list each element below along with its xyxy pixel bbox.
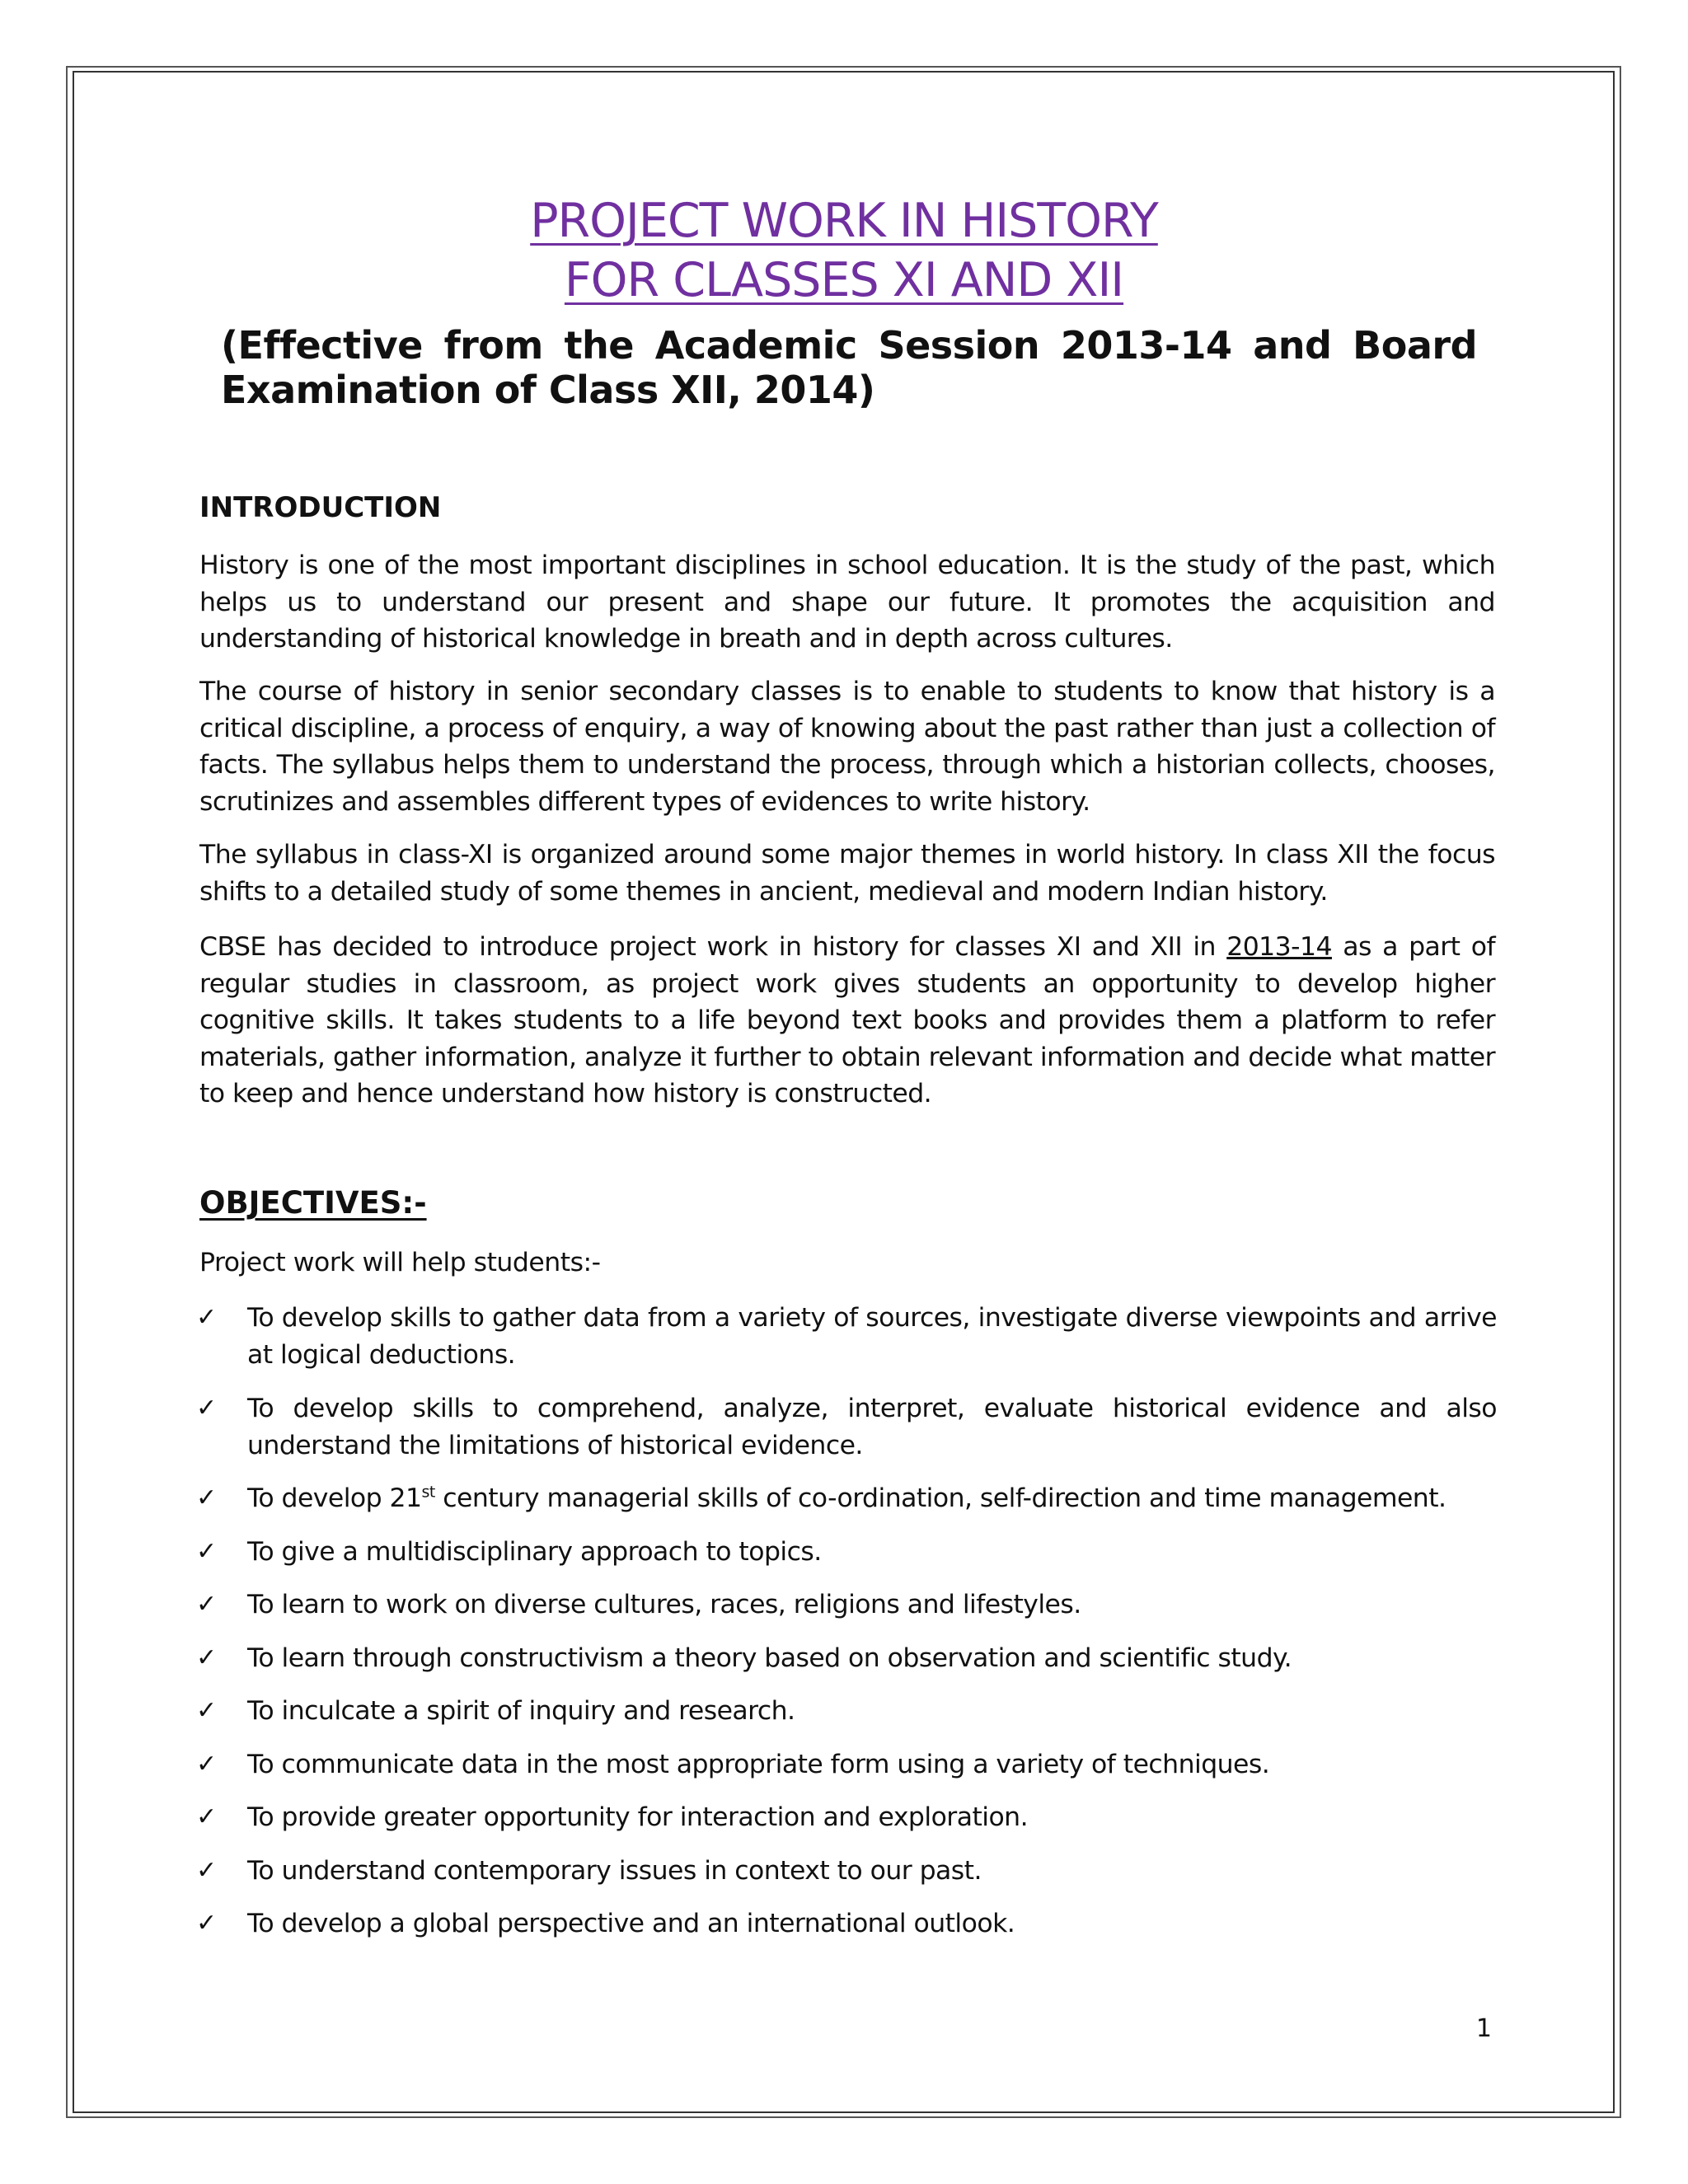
objective-text: To develop a global perspective and an international outlook. <box>247 1909 1015 1938</box>
objective-text: To provide greater opportunity for interaction and exploration. <box>247 1802 1029 1832</box>
objective-item <box>196 1905 1497 1943</box>
objective-text-start: To develop 21 <box>247 1483 422 1513</box>
objective-item <box>196 1640 1497 1677</box>
ordinal-superscript: st <box>421 1483 435 1502</box>
paragraph-4-text-end: as a part of regular studies in classroom, as project work gives students an opportunity to develop higher cognitive skills. It takes students to a life beyond text books and provides them a platform to refer materials, gather information, analyze it further to obtain relevant information and decide what matter to keep and hence understand how history is constructed. <box>199 932 1495 1108</box>
objective-item <box>196 1799 1497 1836</box>
objective-item <box>196 1586 1497 1624</box>
objectives-heading: OBJECTIVES:- <box>199 1185 427 1221</box>
introduction-paragraph-3: The syllabus in class-XI is organized around some major themes in world history. In class XII the focus shifts to a detailed study of some themes in ancient, medieval and modern Indian history. <box>199 840 1495 907</box>
checkmark-icon: ✓ <box>196 1537 217 1566</box>
objective-text: To develop skills to comprehend, analyze, interpret, evaluate historical evidence and also understand the limitations of historical evidence. <box>247 1394 1497 1460</box>
objective-text <box>247 1480 1497 1517</box>
checkmark-icon: ✓ <box>196 1802 217 1831</box>
document-title-line1: PROJECT WORK IN HISTORY <box>530 194 1158 248</box>
objective-item <box>196 1746 1497 1783</box>
introduction-paragraph-2: The course of history in senior secondary classes is to enable to students to know that history is a critical discipline, a process of enquiry, a way of knowing about the past rather than just a collection of facts. The syllabus helps them to understand the process, through which a historian collects, chooses, scrutinizes and assembles different types of evidences to write history. <box>199 677 1495 817</box>
document-subtitle: (Effective from the Academic Session 2013-14 and Board Examination of Class XII, 2014) <box>221 323 1477 412</box>
checkmark-icon: ✓ <box>196 1303 217 1332</box>
page-number: 1 <box>1475 2014 1492 2043</box>
objective-item <box>196 1390 1497 1464</box>
objective-text: To give a multidisciplinary approach to topics. <box>247 1537 822 1567</box>
objective-text: To develop skills to gather data from a variety of sources, investigate diverse viewpoints and arrive at logical deductions. <box>247 1303 1497 1370</box>
checkmark-icon: ✓ <box>196 1590 217 1619</box>
objective-item <box>196 1853 1497 1890</box>
introduction-paragraph-4 <box>199 929 1495 1113</box>
checkmark-icon: ✓ <box>196 1483 217 1512</box>
checkmark-icon: ✓ <box>196 1856 217 1885</box>
objective-item <box>196 1300 1497 1373</box>
paragraph-4-text-start: CBSE has decided to introduce project work in history for classes XI and XII in <box>199 932 1227 962</box>
objectives-lead: Project work will help students:- <box>199 1248 601 1277</box>
checkmark-icon: ✓ <box>196 1696 217 1725</box>
checkmark-icon: ✓ <box>196 1750 217 1779</box>
checkmark-icon: ✓ <box>196 1909 217 1938</box>
objective-item <box>196 1693 1497 1730</box>
objective-text: To communicate data in the most appropriate form using a variety of techniques. <box>247 1750 1270 1779</box>
objective-text: To understand contemporary issues in context to our past. <box>247 1856 982 1886</box>
objective-text-end: century managerial skills of co-ordination, self-direction and time management. <box>434 1483 1447 1513</box>
introduction-heading: INTRODUCTION <box>199 491 442 524</box>
introduction-paragraph-1: History is one of the most important disciplines in school education. It is the study of the past, which helps us to understand our present and shape our future. It promotes the acquisition and understanding of historical knowledge in breath and in depth across cultures. <box>199 551 1495 654</box>
objective-item <box>196 1534 1497 1571</box>
checkmark-icon: ✓ <box>196 1643 217 1672</box>
document-title-line2: FOR CLASSES XI AND XII <box>564 253 1124 307</box>
objective-text: To learn through constructivism a theory based on observation and scientific study. <box>247 1643 1292 1673</box>
objective-item <box>196 1480 1497 1517</box>
objective-text: To learn to work on diverse cultures, races, religions and lifestyles. <box>247 1590 1081 1619</box>
objective-text: To inculcate a spirit of inquiry and research. <box>247 1696 795 1726</box>
session-year-underlined: 2013-14 <box>1226 932 1332 962</box>
checkmark-icon: ✓ <box>196 1394 217 1422</box>
